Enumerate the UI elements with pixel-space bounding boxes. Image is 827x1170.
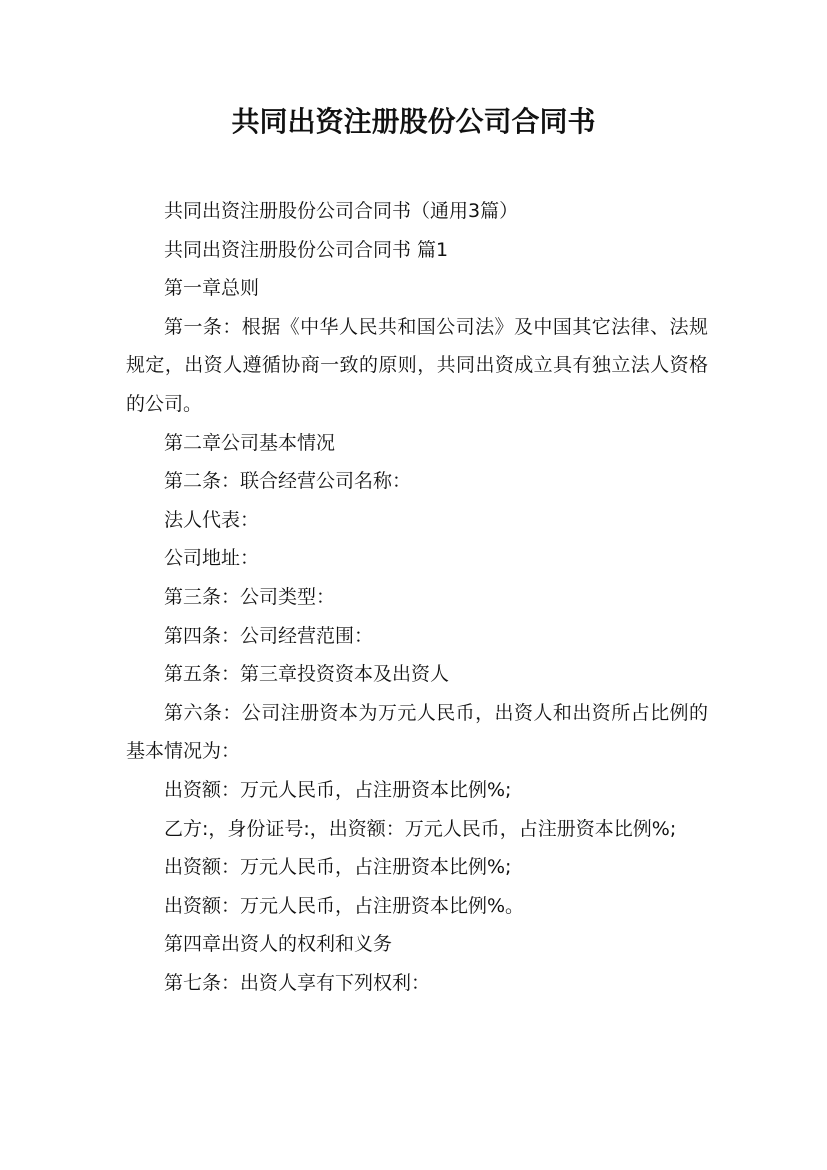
paragraph-legal-rep: 法人代表： [164,508,260,531]
paragraph-article-5: 第五条：第三章投资资本及出资人 [164,663,450,686]
paragraph-article-3: 第三条：公司类型： [164,585,336,608]
paragraph-contribution-4: 出资额：万元人民币，占注册资本比例%。 [164,894,525,917]
document-body [126,192,708,1002]
paragraph-article-1: 第一条：根据《中华人民共和国公司法》及中国其它法律、法规规定，出资人遵循协商一致的原则，共同出资成立具有独立法人资格的公司。 [126,315,708,415]
paragraph-article-6: 第六条：公司注册资本为万元人民币，出资人和出资所占比例的基本情况为： [126,701,708,763]
paragraph-article-4: 第四条：公司经营范围： [164,624,374,647]
paragraph-contribution-1: 出资额：万元人民币，占注册资本比例%; [164,778,512,801]
paragraph-company-address: 公司地址： [164,547,260,570]
paragraph-section-heading: 共同出资注册股份公司合同书 篇1 [164,238,449,261]
paragraph-chapter-4: 第四章出资人的权利和义务 [164,933,393,956]
document-title: 共同出资注册股份公司合同书 [231,105,596,138]
paragraph-contribution-3: 出资额：万元人民币，占注册资本比例%; [164,856,512,879]
paragraph-chapter-1: 第一章总则 [164,277,260,300]
paragraph-article-2: 第二条：联合经营公司名称： [164,470,412,493]
paragraph-contribution-party-b: 乙方:，身份证号:，出资额：万元人民币，占注册资本比例%; [164,817,677,840]
paragraph-subtitle: 共同出资注册股份公司合同书（通用3篇） [164,200,519,222]
paragraph-chapter-2: 第二章公司基本情况 [164,431,336,454]
paragraph-article-7: 第七条：出资人享有下列权利： [164,971,431,994]
